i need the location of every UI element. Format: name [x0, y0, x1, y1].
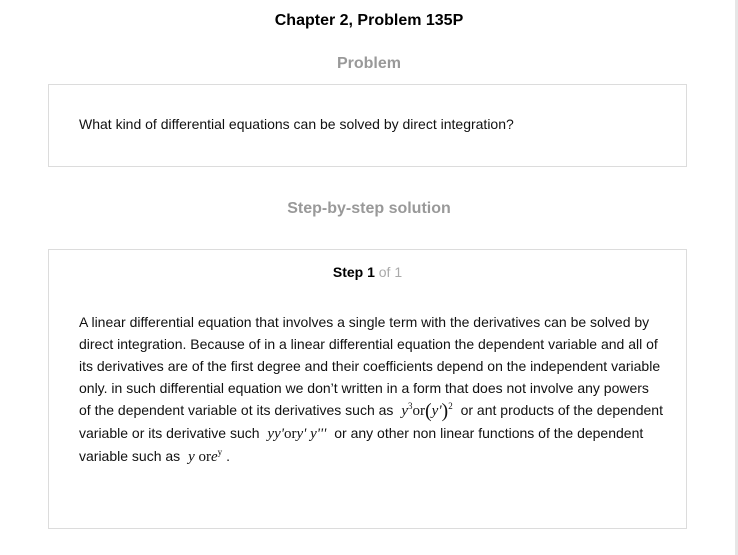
solution-heading: Step-by-step solution: [287, 200, 451, 217]
step-total: of 1: [378, 264, 403, 280]
math-expression-products: yy'ory' y''': [267, 426, 327, 442]
math-expression-powers: $y^3or(y')^2$: [401, 400, 453, 422]
math-expression-nonlinear: y ore$^y$: [188, 447, 223, 465]
solution-text: [79, 311, 664, 468]
solution-text-part-2: or ant products of the dependent variable or its derivative such: [79, 402, 663, 441]
page-title: Chapter 2, Problem 135P: [274, 12, 464, 29]
solution-text-end: .: [226, 448, 231, 464]
solution-box: [48, 249, 687, 529]
problem-heading: Problem: [336, 55, 401, 72]
step-number: Step 1: [332, 264, 375, 280]
solution-text-part-1: A linear differential equation that involves a single term with the derivatives can be solved by direct integration. Because of in a linear differential equation the dependent variable and all of its derivatives are of the first degree and their coefficients depend on the independent variable only. in such differential equation we don’t written in a form that does not involve any powers of the dependent variable ot its derivatives such as: [79, 314, 661, 418]
problem-box: [48, 84, 687, 167]
step-label: [49, 264, 686, 280]
solution-text-part-3: or any other non linear functions of the dependent variable such as: [79, 425, 644, 464]
problem-text: What kind of differential equations can be solved by direct integration?: [79, 116, 514, 132]
